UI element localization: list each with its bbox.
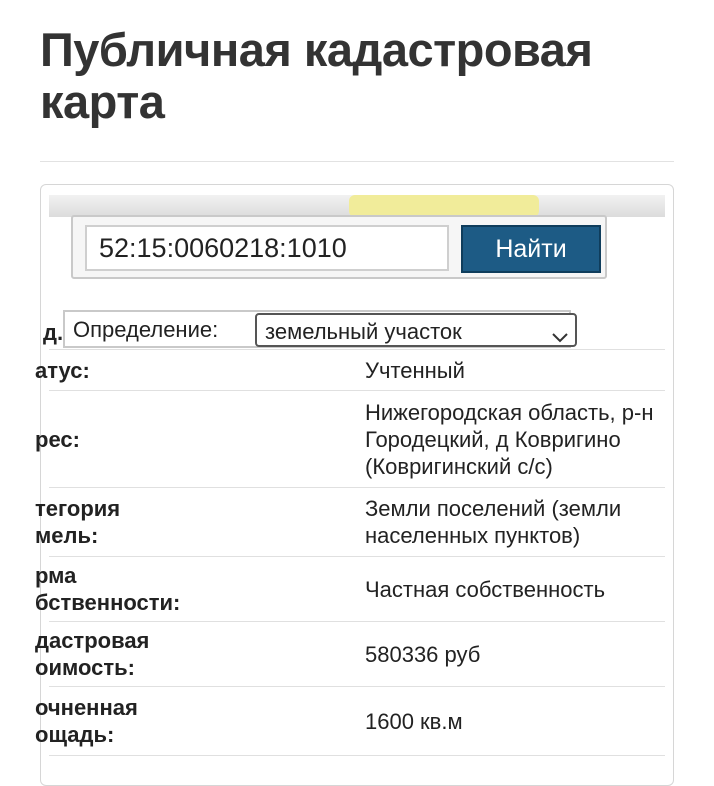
row-label-line: тегория: [35, 496, 121, 521]
search-button[interactable]: Найти: [461, 225, 601, 273]
row-label-line: рма: [35, 563, 77, 588]
definition-selected-value: земельный участок: [265, 319, 462, 344]
row-label: [35, 557, 357, 622]
page-title: Публичная кадастровая карта: [40, 23, 593, 128]
row-label-line: очненная: [35, 695, 138, 720]
definition-label: Определение:: [73, 317, 219, 342]
row-label: [35, 622, 357, 687]
row-label: [35, 488, 357, 557]
table-row: [49, 557, 665, 622]
card-topbar: [49, 195, 665, 217]
row-value: Учтенный: [357, 350, 665, 391]
row-label: [35, 687, 357, 756]
chevron-down-icon: [551, 323, 569, 350]
search-bar: [71, 215, 607, 279]
table-row: [49, 350, 665, 391]
row-value: Частная собственность: [357, 557, 665, 622]
table-row: [49, 391, 665, 488]
table-row: [49, 488, 665, 557]
row-label-line: ощадь:: [35, 722, 115, 747]
title-divider: [40, 161, 674, 162]
row-value: Земли поселений (земли населенных пунктов): [357, 488, 665, 557]
table-row: [49, 622, 665, 687]
row-label-line: бственности:: [35, 590, 181, 615]
cadastral-card: [35, 184, 674, 786]
row-value: Нижегородская область, р-н Городецкий, д Ковригино (Ковригинский с/с): [357, 391, 665, 488]
highlight-mark: [349, 195, 539, 217]
definition-prefix: д.: [43, 320, 64, 345]
info-table: [35, 309, 665, 756]
definition-row: [49, 309, 665, 350]
definition-select[interactable]: [255, 313, 577, 347]
row-label: атус:: [49, 350, 357, 391]
cadastral-number-input[interactable]: [85, 225, 449, 271]
row-label-line: оимость:: [35, 655, 135, 680]
row-label-line: мель:: [35, 523, 99, 548]
row-label-line: дастровая: [35, 628, 150, 653]
row-label: рес:: [49, 391, 357, 488]
row-value: 1600 кв.м: [357, 687, 665, 756]
row-value: 580336 руб: [357, 622, 665, 687]
table-row: [49, 687, 665, 756]
definition-box: [63, 310, 571, 348]
